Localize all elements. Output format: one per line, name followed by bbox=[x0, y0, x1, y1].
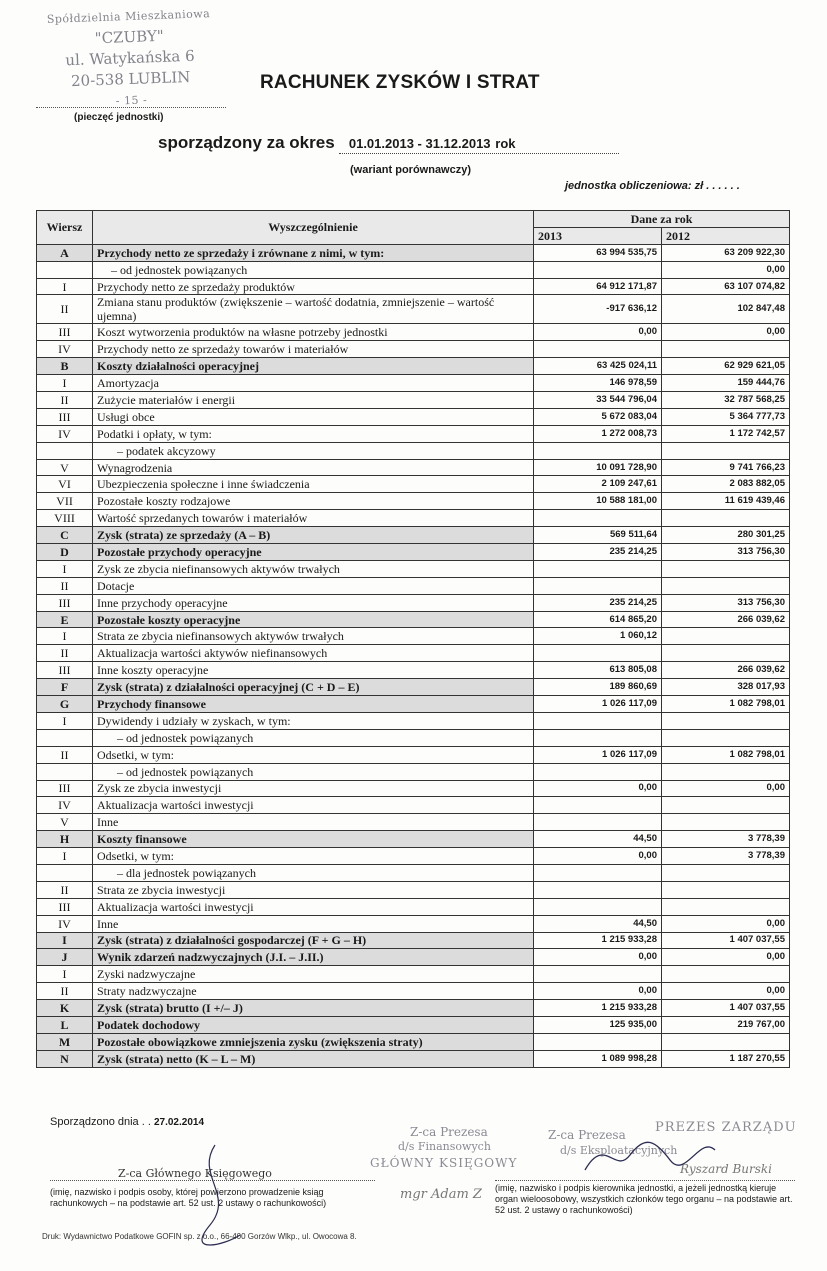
value-2013 bbox=[534, 560, 662, 577]
row-symbol: E bbox=[37, 611, 93, 628]
table-row bbox=[37, 915, 790, 932]
table-row bbox=[37, 577, 790, 594]
row-symbol: I bbox=[37, 628, 93, 645]
table-row bbox=[37, 864, 790, 881]
value-2012 bbox=[662, 341, 790, 358]
row-symbol: II bbox=[37, 577, 93, 594]
value-2012: 1 172 742,57 bbox=[662, 425, 790, 442]
value-2012: 102 847,48 bbox=[662, 295, 790, 324]
value-2012: 266 039,62 bbox=[662, 611, 790, 628]
row-label: Usługi obce bbox=[93, 408, 534, 425]
value-2013 bbox=[534, 966, 662, 983]
period-dotted-field bbox=[339, 133, 619, 154]
variant-label: (wariant porównawczy) bbox=[350, 164, 472, 176]
table-row bbox=[37, 341, 790, 358]
value-2012 bbox=[662, 864, 790, 881]
row-label: Inne bbox=[93, 915, 534, 932]
income-statement-table bbox=[36, 210, 790, 1068]
row-symbol bbox=[37, 763, 93, 780]
row-symbol: I bbox=[37, 848, 93, 865]
value-2012: 0,00 bbox=[662, 324, 790, 341]
table-row bbox=[37, 831, 790, 848]
value-2012: 1 082 798,01 bbox=[662, 696, 790, 713]
value-2013 bbox=[534, 510, 662, 527]
table-row bbox=[37, 493, 790, 510]
row-symbol: II bbox=[37, 392, 93, 409]
table-row bbox=[37, 983, 790, 1000]
table-row bbox=[37, 1033, 790, 1050]
row-label: Straty nadzwyczajne bbox=[93, 983, 534, 1000]
row-label: Koszty finansowe bbox=[93, 831, 534, 848]
col-header-data: Dane za rok bbox=[534, 211, 790, 228]
table-row bbox=[37, 797, 790, 814]
row-symbol: III bbox=[37, 408, 93, 425]
row-label: Wynik zdarzeń nadzwyczajnych (J.I. – J.II.) bbox=[93, 949, 534, 966]
right-signature-caption: (imię, nazwisko i podpis kierownika jednostki, a jeżeli jednostką kieruje organ wieloosobowy, wszystkich członków tego organu – na podstawie art. 52 ust. 2 ustawy o rachunkowości) bbox=[495, 1183, 793, 1215]
period-suffix: rok bbox=[495, 136, 516, 151]
row-symbol: M bbox=[37, 1033, 93, 1050]
row-label: Amortyzacja bbox=[93, 375, 534, 392]
table-row bbox=[37, 408, 790, 425]
value-2013: 10 091 728,90 bbox=[534, 459, 662, 476]
value-2012: 313 756,30 bbox=[662, 544, 790, 561]
right-stamp-line-1: Z-ca Prezesa bbox=[548, 1128, 626, 1142]
row-label: Przychody finansowe bbox=[93, 696, 534, 713]
right-signature-line bbox=[495, 1180, 795, 1181]
value-2013 bbox=[534, 729, 662, 746]
value-2013: 44,50 bbox=[534, 915, 662, 932]
row-symbol bbox=[37, 442, 93, 459]
row-label: Strata ze zbycia inwestycji bbox=[93, 881, 534, 898]
row-symbol: B bbox=[37, 358, 93, 375]
value-2012: 0,00 bbox=[662, 983, 790, 1000]
value-2012: 2 083 882,05 bbox=[662, 476, 790, 493]
row-symbol: I bbox=[37, 932, 93, 949]
stamp-line-1: Spółdzielnia Mieszkaniowa bbox=[46, 7, 211, 26]
value-2012 bbox=[662, 1033, 790, 1050]
value-2013: 1 026 117,09 bbox=[534, 696, 662, 713]
row-label: Odsetki, w tym: bbox=[93, 848, 534, 865]
prepared-date-row bbox=[50, 1116, 204, 1128]
row-symbol: H bbox=[37, 831, 93, 848]
value-2013: 569 511,64 bbox=[534, 527, 662, 544]
row-symbol: N bbox=[37, 1050, 93, 1067]
stamp-line-4: 20-538 LUBLIN bbox=[70, 67, 191, 91]
value-2012: 328 017,93 bbox=[662, 679, 790, 696]
table-row bbox=[37, 645, 790, 662]
table-row bbox=[37, 1000, 790, 1017]
value-2012: 313 756,30 bbox=[662, 594, 790, 611]
row-label: Koszty działalności operacyjnej bbox=[93, 358, 534, 375]
table-body bbox=[37, 244, 790, 1067]
prepared-label: Sporządzono dnia . . bbox=[50, 1116, 151, 1128]
row-label: Zysk (strata) ze sprzedaży (A – B) bbox=[93, 527, 534, 544]
value-2012 bbox=[662, 881, 790, 898]
row-symbol: K bbox=[37, 1000, 93, 1017]
table-row bbox=[37, 560, 790, 577]
table-row bbox=[37, 679, 790, 696]
value-2012: 62 929 621,05 bbox=[662, 358, 790, 375]
row-label: Przychody netto ze sprzedaży produktów bbox=[93, 278, 534, 295]
row-label: Inne bbox=[93, 814, 534, 831]
value-2013: 63 425 024,11 bbox=[534, 358, 662, 375]
value-2012: 266 039,62 bbox=[662, 662, 790, 679]
table-row bbox=[37, 848, 790, 865]
value-2012: 1 082 798,01 bbox=[662, 746, 790, 763]
document-title: RACHUNEK ZYSKÓW I STRAT bbox=[260, 72, 540, 93]
row-symbol: I bbox=[37, 966, 93, 983]
value-2013: 0,00 bbox=[534, 324, 662, 341]
value-2013 bbox=[534, 577, 662, 594]
table-row bbox=[37, 527, 790, 544]
value-2013 bbox=[534, 645, 662, 662]
table-row bbox=[37, 510, 790, 527]
value-2013 bbox=[534, 442, 662, 459]
table-row bbox=[37, 662, 790, 679]
row-label: Dotacje bbox=[93, 577, 534, 594]
row-label: Zyski nadzwyczajne bbox=[93, 966, 534, 983]
row-label: Zmiana stanu produktów (zwiększenie – wartość dodatnia, zmniejszenie – wartość ujemna) bbox=[93, 295, 534, 324]
row-symbol: II bbox=[37, 295, 93, 324]
value-2013: -917 636,12 bbox=[534, 295, 662, 324]
value-2012: 9 741 766,23 bbox=[662, 459, 790, 476]
row-label: Zysk ze zbycia niefinansowych aktywów trwałych bbox=[93, 560, 534, 577]
value-2013: 0,00 bbox=[534, 949, 662, 966]
row-label: – od jednostek powiązanych bbox=[93, 763, 534, 780]
value-2013: 1 089 998,28 bbox=[534, 1050, 662, 1067]
row-label: Zysk (strata) brutto (I +/– J) bbox=[93, 1000, 534, 1017]
col-header-description: Wyszczególnienie bbox=[93, 211, 534, 245]
right-handwritten-name: Ryszard Burski bbox=[680, 1162, 773, 1176]
row-label: – dla jednostek powiązanych bbox=[93, 864, 534, 881]
value-2013: 0,00 bbox=[534, 983, 662, 1000]
row-label: Wartość sprzedanych towarów i materiałów bbox=[93, 510, 534, 527]
value-2012: 0,00 bbox=[662, 261, 790, 278]
table-row bbox=[37, 392, 790, 409]
row-label: Pozostałe obowiązkowe zmniejszenia zysku (zwiększenia straty) bbox=[93, 1033, 534, 1050]
row-symbol: III bbox=[37, 780, 93, 797]
stamp-line-2: "CZUBY" bbox=[94, 26, 165, 48]
value-2012: 1 407 037,55 bbox=[662, 1000, 790, 1017]
value-2013: 1 060,12 bbox=[534, 628, 662, 645]
value-2013 bbox=[534, 864, 662, 881]
row-symbol: J bbox=[37, 949, 93, 966]
value-2012 bbox=[662, 510, 790, 527]
table-row bbox=[37, 1050, 790, 1067]
value-2012: 32 787 568,25 bbox=[662, 392, 790, 409]
value-2013 bbox=[534, 341, 662, 358]
value-2012: 11 619 439,46 bbox=[662, 493, 790, 510]
period-value: 01.01.2013 - 31.12.2013 bbox=[348, 136, 491, 151]
row-symbol: VII bbox=[37, 493, 93, 510]
value-2013: 10 588 181,00 bbox=[534, 493, 662, 510]
value-2013 bbox=[534, 814, 662, 831]
printer-info: Druk: Wydawnictwo Podatkowe GOFIN sp. z o.o., 66-400 Gorzów Wlkp., ul. Owocowa 8. bbox=[42, 1232, 357, 1241]
table-row bbox=[37, 442, 790, 459]
row-symbol: IV bbox=[37, 341, 93, 358]
value-2013: 1 026 117,09 bbox=[534, 746, 662, 763]
value-2012: 3 778,39 bbox=[662, 831, 790, 848]
value-2012 bbox=[662, 645, 790, 662]
period-row bbox=[158, 133, 619, 154]
value-2012 bbox=[662, 797, 790, 814]
table-row bbox=[37, 949, 790, 966]
table-row bbox=[37, 295, 790, 324]
row-symbol: II bbox=[37, 983, 93, 1000]
row-symbol: IV bbox=[37, 797, 93, 814]
value-2013: 64 912 171,87 bbox=[534, 278, 662, 295]
value-2012: 5 364 777,73 bbox=[662, 408, 790, 425]
row-label: Zużycie materiałów i energii bbox=[93, 392, 534, 409]
value-2013 bbox=[534, 898, 662, 915]
row-symbol: C bbox=[37, 527, 93, 544]
row-label: Aktualizacja wartości aktywów niefinansowych bbox=[93, 645, 534, 662]
value-2013: 1 215 933,28 bbox=[534, 1000, 662, 1017]
row-label: Koszt wytworzenia produktów na własne potrzeby jednostki bbox=[93, 324, 534, 341]
value-2012 bbox=[662, 560, 790, 577]
col-header-row: Wiersz bbox=[37, 211, 93, 245]
row-symbol: A bbox=[37, 244, 93, 261]
value-2013: 614 865,20 bbox=[534, 611, 662, 628]
row-symbol: L bbox=[37, 1016, 93, 1033]
value-2012: 280 301,25 bbox=[662, 527, 790, 544]
table-row bbox=[37, 278, 790, 295]
row-symbol: F bbox=[37, 679, 93, 696]
row-symbol bbox=[37, 729, 93, 746]
value-2013: 63 994 535,75 bbox=[534, 244, 662, 261]
table-row bbox=[37, 358, 790, 375]
value-2012: 0,00 bbox=[662, 915, 790, 932]
table-row bbox=[37, 696, 790, 713]
row-symbol: I bbox=[37, 712, 93, 729]
value-2013: 189 860,69 bbox=[534, 679, 662, 696]
value-2013: 235 214,25 bbox=[534, 544, 662, 561]
row-label: Pozostałe przychody operacyjne bbox=[93, 544, 534, 561]
row-symbol: II bbox=[37, 746, 93, 763]
period-label: sporządzony za okres bbox=[158, 133, 335, 152]
value-2012 bbox=[662, 712, 790, 729]
table-row bbox=[37, 244, 790, 261]
value-2013: 33 544 796,04 bbox=[534, 392, 662, 409]
row-symbol: II bbox=[37, 881, 93, 898]
stamp-dotted-line bbox=[36, 96, 226, 108]
row-symbol: I bbox=[37, 278, 93, 295]
row-label: Zysk (strata) z działalności operacyjnej (C + D – E) bbox=[93, 679, 534, 696]
table-row bbox=[37, 966, 790, 983]
value-2012 bbox=[662, 442, 790, 459]
unit-row: jednostka obliczeniowa: zł . . . . . . bbox=[565, 180, 740, 192]
mid-stamp-line-3: GŁÓWNY KSIĘGOWY bbox=[370, 1156, 518, 1170]
value-2013 bbox=[534, 763, 662, 780]
row-symbol: II bbox=[37, 645, 93, 662]
mid-stamp-line-1: Z-ca Prezesa bbox=[410, 1125, 488, 1139]
value-2013 bbox=[534, 1033, 662, 1050]
value-2012: 159 444,76 bbox=[662, 375, 790, 392]
row-symbol: I bbox=[37, 375, 93, 392]
row-label: Inne koszty operacyjne bbox=[93, 662, 534, 679]
table-row bbox=[37, 814, 790, 831]
table-row bbox=[37, 780, 790, 797]
stamp-caption: (pieczęć jednostki) bbox=[74, 112, 164, 123]
unit-label: jednostka obliczeniowa: bbox=[565, 180, 692, 192]
value-2012: 0,00 bbox=[662, 780, 790, 797]
right-stamp-line-2: d/s Eksploatacyjnych bbox=[560, 1144, 678, 1157]
stamp-line-3: ul. Watykańska 6 bbox=[65, 46, 195, 70]
row-symbol: IV bbox=[37, 425, 93, 442]
value-2012: 63 209 922,30 bbox=[662, 244, 790, 261]
value-2012 bbox=[662, 814, 790, 831]
table-row bbox=[37, 763, 790, 780]
table-row bbox=[37, 881, 790, 898]
value-2013 bbox=[534, 712, 662, 729]
table-row bbox=[37, 932, 790, 949]
table-row bbox=[37, 594, 790, 611]
value-2013 bbox=[534, 261, 662, 278]
row-symbol: VIII bbox=[37, 510, 93, 527]
value-2012: 1 187 270,55 bbox=[662, 1050, 790, 1067]
col-header-year-1: 2013 bbox=[534, 227, 662, 244]
row-label: Przychody netto ze sprzedaży i zrównane z nimi, w tym: bbox=[93, 244, 534, 261]
row-label: Zysk ze zbycia inwestycji bbox=[93, 780, 534, 797]
value-2012: 219 767,00 bbox=[662, 1016, 790, 1033]
table-row bbox=[37, 729, 790, 746]
table-row bbox=[37, 544, 790, 561]
row-label: Przychody netto ze sprzedaży towarów i materiałów bbox=[93, 341, 534, 358]
value-2013: 146 978,59 bbox=[534, 375, 662, 392]
row-symbol bbox=[37, 864, 93, 881]
row-symbol: VI bbox=[37, 476, 93, 493]
row-symbol: I bbox=[37, 560, 93, 577]
value-2012 bbox=[662, 763, 790, 780]
value-2013 bbox=[534, 881, 662, 898]
value-2012: 0,00 bbox=[662, 949, 790, 966]
value-2013: 1 272 008,73 bbox=[534, 425, 662, 442]
value-2013 bbox=[534, 797, 662, 814]
row-symbol: D bbox=[37, 544, 93, 561]
table-row bbox=[37, 1016, 790, 1033]
value-2013: 613 805,08 bbox=[534, 662, 662, 679]
row-symbol: V bbox=[37, 814, 93, 831]
row-label: Aktualizacja wartości inwestycji bbox=[93, 797, 534, 814]
table-row bbox=[37, 476, 790, 493]
row-label: Aktualizacja wartości inwestycji bbox=[93, 898, 534, 915]
right-signature-scribble bbox=[575, 1125, 725, 1185]
prepared-date: 27.02.2014 bbox=[153, 1117, 205, 1128]
row-label: Podatki i opłaty, w tym: bbox=[93, 425, 534, 442]
value-2012 bbox=[662, 898, 790, 915]
row-symbol: III bbox=[37, 324, 93, 341]
value-2013: 0,00 bbox=[534, 780, 662, 797]
value-2013: 44,50 bbox=[534, 831, 662, 848]
row-symbol: V bbox=[37, 459, 93, 476]
row-symbol: III bbox=[37, 662, 93, 679]
row-label: Zysk (strata) netto (K – L – M) bbox=[93, 1050, 534, 1067]
row-symbol: IV bbox=[37, 915, 93, 932]
table-row bbox=[37, 898, 790, 915]
row-label: Zysk (strata) z działalności gospodarczej (F + G – H) bbox=[93, 932, 534, 949]
value-2013: 125 935,00 bbox=[534, 1016, 662, 1033]
value-2012: 1 407 037,55 bbox=[662, 932, 790, 949]
col-header-year-2: 2012 bbox=[662, 227, 790, 244]
row-label: Podatek dochodowy bbox=[93, 1016, 534, 1033]
table-row bbox=[37, 425, 790, 442]
value-2012 bbox=[662, 577, 790, 594]
value-2012 bbox=[662, 729, 790, 746]
value-2013: 0,00 bbox=[534, 848, 662, 865]
row-label: Odsetki, w tym: bbox=[93, 746, 534, 763]
stamp-line-5: - 15 - bbox=[115, 93, 148, 108]
row-symbol: G bbox=[37, 696, 93, 713]
value-2013: 5 672 083,04 bbox=[534, 408, 662, 425]
row-symbol: III bbox=[37, 594, 93, 611]
value-2013: 2 109 247,61 bbox=[534, 476, 662, 493]
value-2012 bbox=[662, 966, 790, 983]
row-label: Inne przychody operacyjne bbox=[93, 594, 534, 611]
row-symbol: III bbox=[37, 898, 93, 915]
row-symbol bbox=[37, 261, 93, 278]
row-label: – od jednostek powiązanych bbox=[93, 729, 534, 746]
mid-stamp-line-2: d/s Finansowych bbox=[398, 1140, 491, 1153]
value-2012: 63 107 074,82 bbox=[662, 278, 790, 295]
row-label: Ubezpieczenia społeczne i inne świadczenia bbox=[93, 476, 534, 493]
table-row bbox=[37, 712, 790, 729]
table-row bbox=[37, 628, 790, 645]
value-2013: 235 214,25 bbox=[534, 594, 662, 611]
row-label: Pozostałe koszty rodzajowe bbox=[93, 493, 534, 510]
row-label: Strata ze zbycia niefinansowych aktywów trwałych bbox=[93, 628, 534, 645]
right-stamp-line-3: PREZES ZARZĄDU bbox=[655, 1120, 797, 1135]
table-row bbox=[37, 324, 790, 341]
row-label: Dywidendy i udziały w zyskach, w tym: bbox=[93, 712, 534, 729]
unit-value: zł bbox=[694, 180, 704, 192]
table-row bbox=[37, 375, 790, 392]
value-2013: 1 215 933,28 bbox=[534, 932, 662, 949]
row-label: Wynagrodzenia bbox=[93, 459, 534, 476]
row-label: – od jednostek powiązanych bbox=[93, 261, 534, 278]
left-signer-stamp: Z-ca Głównego Księgowego bbox=[118, 1167, 272, 1180]
value-2012 bbox=[662, 628, 790, 645]
row-label: – podatek akcyzowy bbox=[93, 442, 534, 459]
table-row bbox=[37, 746, 790, 763]
value-2012: 3 778,39 bbox=[662, 848, 790, 865]
table-row bbox=[37, 611, 790, 628]
table-row bbox=[37, 459, 790, 476]
table-row bbox=[37, 261, 790, 278]
left-signature-caption: (imię, nazwisko i podpis osoby, której powierzono prowadzenie ksiąg rachunkowych – na podstawie art. 52 ust. 2 ustawy o rachunkowości) bbox=[50, 1187, 327, 1208]
row-label: Pozostałe koszty operacyjne bbox=[93, 611, 534, 628]
mid-handwritten-name: mgr Adam Z bbox=[400, 1187, 482, 1202]
